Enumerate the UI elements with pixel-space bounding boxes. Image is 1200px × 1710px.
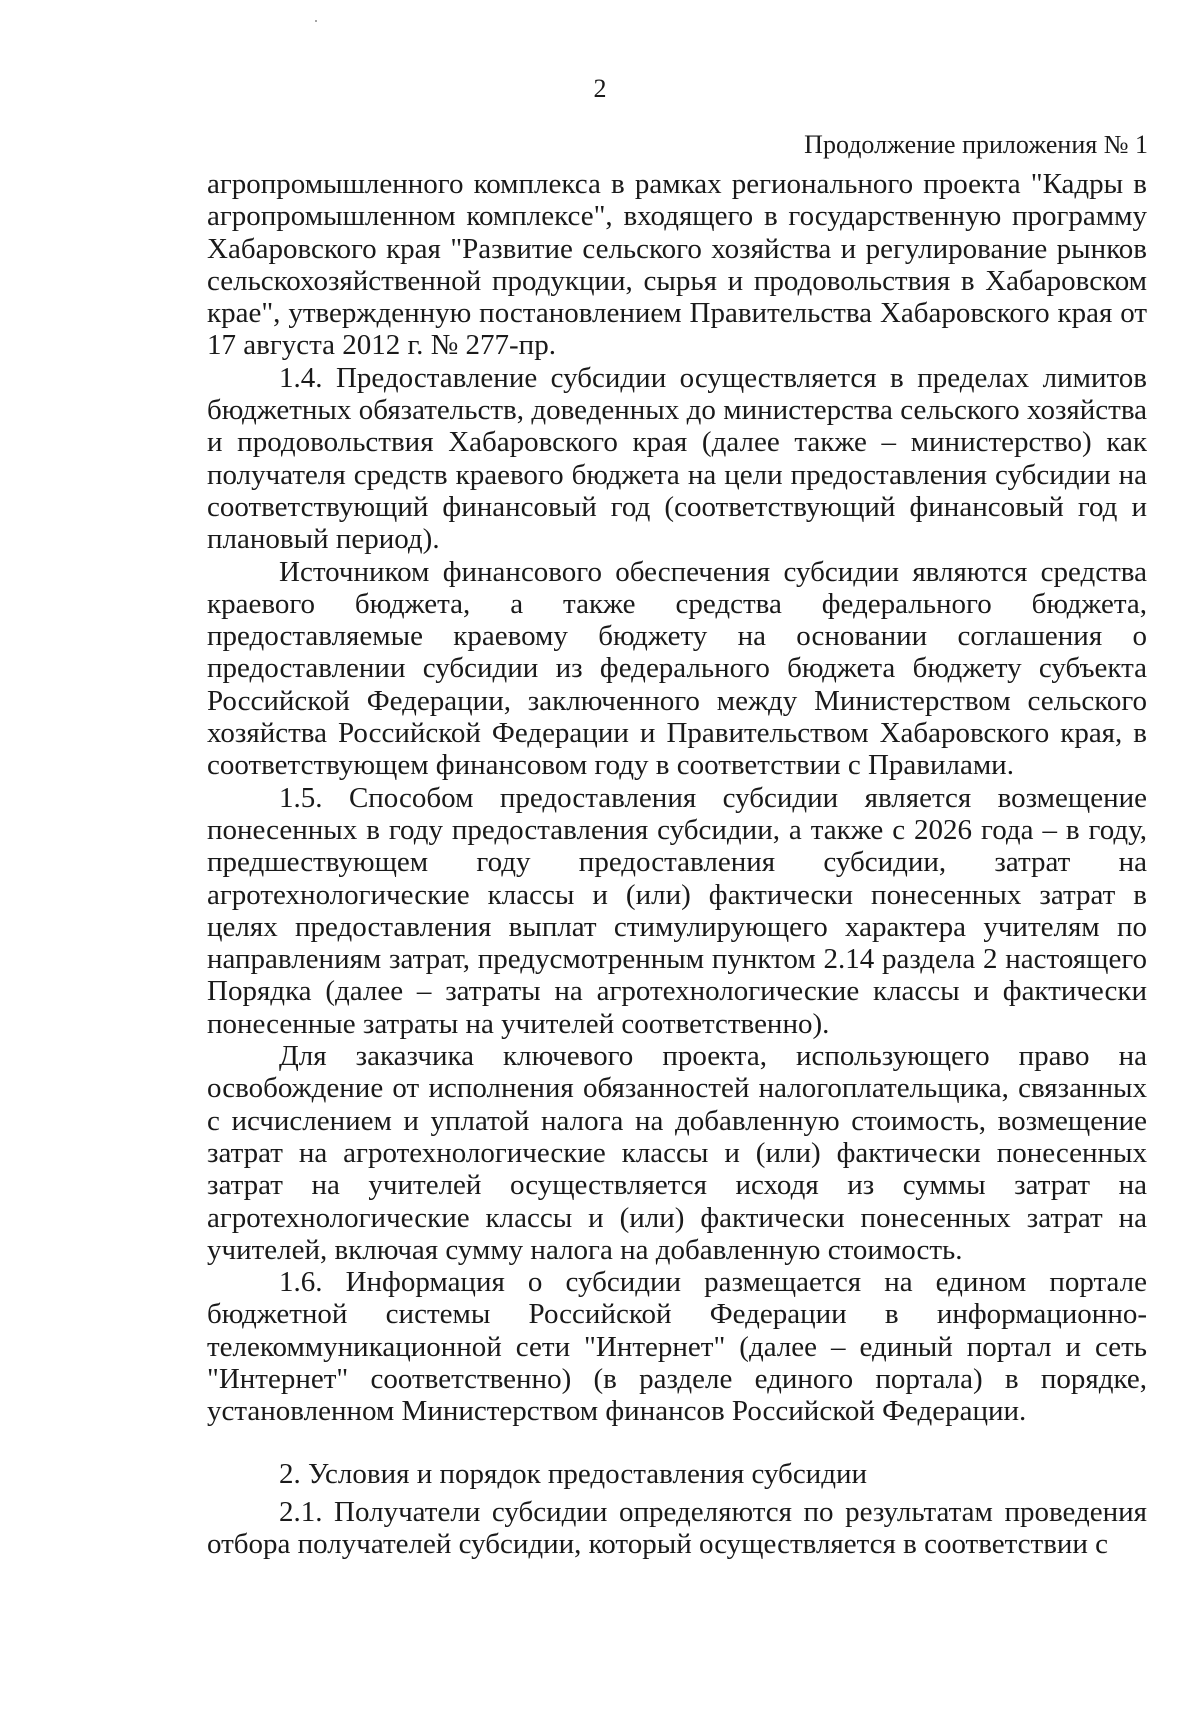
paragraph-1-6: 1.6. Информация о субсидии размещается на едином портале бюджетной системы Российской Федерации в информационно-телекоммуникационной сети "Интернет" (далее – единый портал и сеть "Интернет" соответственно) (в разделе единого портала) в порядке, установленном Министерством финансов Российской Федерации. <box>207 1266 1147 1428</box>
section-heading: 2. Условия и порядок предоставления субсидии <box>279 1457 868 1490</box>
paragraph-1-4: 1.4. Предоставление субсидии осуществляется в пределах лимитов бюджетных обязательств, доведенных до министерства сельского хозяйства и продовольствия Хабаровского края (далее также – министерство) как получателя средств краевого бюджета на цели предоставления субсидии на соответствующий финансовый год (соответствующий финансовый год и плановый период). <box>207 361 1147 556</box>
page-number: 2 <box>593 74 607 103</box>
appendix-label: Продолжение приложения № 1 <box>804 130 1148 159</box>
paragraph-2-1: 2.1. Получатели субсидии определяются по результатам проведения отбора получателей субсидии, который осуществляется в соответствии с <box>207 1495 1147 1561</box>
paragraph-funding-source: Источником финансового обеспечения субсидии являются средства краевого бюджета, а также средства федерального бюджета, предоставляемые краевому бюджету на основании соглашения о предоставлении субсидии из федерального бюджета бюджету субъекта Российской Федерации, заключенного между Министерством сельского хозяйства Российской Федерации и Правительством Хабаровского края, в соответствующем финансовом году в соответствии с Правилами. <box>207 555 1147 782</box>
scan-speck <box>315 20 317 22</box>
paragraph-1-5: 1.5. Способом предоставления субсидии является возмещение понесенных в году предоставления субсидии, а также с 2026 года – в году, предшествующем году предоставления субсидии, затрат на агротехнологические классы и (или) фактически понесенных затрат в целях предоставления выплат стимулирующего характера учителям по направлениям затрат, предусмотренным пунктом 2.14 раздела 2 настоящего Порядка (далее – затраты на агротехнологические классы и фактически понесенные затраты на учителей соответственно). <box>207 781 1147 1040</box>
document-body <box>207 168 1147 1560</box>
paragraph-continuation: агропромышленного комплекса в рамках регионального проекта "Кадры в агропромышленном комплексе", входящего в государственную программу Хабаровского края "Развитие сельского хозяйства и регулирование рынков сельскохозяйственной продукции, сырья и продовольствия в Хабаровском крае", утвержденную постановлением Правительства Хабаровского края от 17 августа 2012 г. № 277-пр. <box>207 168 1147 362</box>
paragraph-vat: Для заказчика ключевого проекта, использующего право на освобождение от исполнения обязанностей налогоплательщика, связанных с исчислением и уплатой налога на добавленную стоимость, возмещение затрат на агротехнологические классы и (или) фактически понесенных затрат на учителей осуществляется исходя из суммы затрат на агротехнологические классы и (или) фактически понесенных затрат на учителей, включая сумму налога на добавленную стоимость. <box>207 1040 1147 1266</box>
